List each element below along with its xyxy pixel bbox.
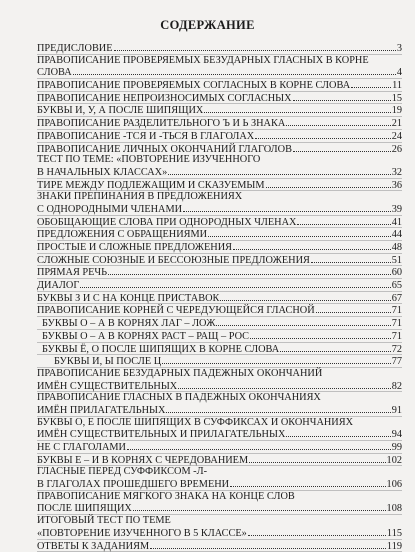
toc-entry-title: НЕ С ГЛАГОЛАМИ: [37, 442, 126, 454]
leader-dots: [73, 66, 396, 75]
toc-entry: [37, 466, 402, 478]
toc-entry-title: «ПОВТОРЕНИЕ ИЗУЧЕННОГО В 5 КЛАССЕ»: [37, 528, 247, 540]
toc-entry-page: 91: [392, 405, 402, 417]
toc-entry-page: 67: [392, 293, 402, 305]
toc-entry-title: ИМЁН ПРИЛАГАТЕЛЬНЫХ: [37, 405, 165, 417]
toc-entry: [37, 254, 402, 267]
toc-entry: [37, 154, 402, 166]
toc-entry-page: 11: [392, 80, 402, 92]
toc-entry-page: 26: [392, 144, 402, 156]
toc-entry-page: 3: [397, 43, 402, 55]
leader-dots: [216, 317, 390, 326]
leader-dots: [133, 502, 386, 511]
toc-entry-page: 71: [392, 305, 402, 317]
toc-entry: [37, 428, 402, 441]
leader-dots: [183, 203, 391, 212]
leader-dots: [233, 241, 391, 250]
toc-entry: [37, 117, 402, 130]
toc-entry-title: ПРАВОПИСАНИЕ ЛИЧНЫХ ОКОНЧАНИЙ ГЛАГОЛОВ: [37, 144, 292, 156]
toc-entry-page: 36: [392, 180, 402, 192]
toc-entry: [37, 92, 402, 105]
toc-entry: [37, 478, 402, 491]
toc-entry: [37, 330, 402, 343]
toc-entry: [37, 417, 402, 429]
toc-entry: [37, 79, 402, 92]
toc-entry-page: 65: [392, 280, 402, 292]
toc-entry-title: ПРАВОПИСАНИЕ -ТСЯ И -ТЬСЯ В ГЛАГОЛАХ: [37, 131, 254, 143]
toc-entry-title: ПРАВОПИСАНИЕ МЯГКОГО ЗНАКА НА КОНЦЕ СЛОВ: [37, 491, 295, 503]
toc-entry-title: ПРАВОПИСАНИЕ ПРОВЕРЯЕМЫХ СОГЛАСНЫХ В КОРНЕ СЛОВА: [37, 80, 350, 92]
toc-entry-title: В ГЛАГОЛАХ ПРОШЕДШЕГО ВРЕМЕНИ: [37, 479, 229, 491]
toc-entry: [37, 404, 402, 417]
toc-entry: [37, 515, 402, 527]
toc-entry-title: В НАЧАЛЬНЫХ КЛАССАХ»: [37, 167, 167, 179]
toc-entry-title: ПРАВОПИСАНИЕ БЕЗУДАРНЫХ ПАДЕЖНЫХ ОКОНЧАНИЙ: [37, 368, 322, 380]
toc-entry-page: 77: [392, 356, 402, 368]
toc-entry-title: БУКВЫ И, У, А ПОСЛЕ ШИПЯЩИХ: [37, 105, 203, 117]
leader-dots: [108, 266, 391, 275]
toc-entry-page: 115: [387, 528, 402, 540]
toc-entry-page: 71: [392, 331, 402, 343]
toc-entry: [37, 454, 402, 467]
leader-dots: [166, 404, 390, 413]
leader-dots: [266, 179, 391, 188]
toc-entry-title: ИМЁН СУЩЕСТВИТЕЛЬНЫХ: [37, 381, 177, 393]
toc-entry: [37, 304, 402, 317]
leader-dots: [311, 254, 391, 263]
toc-entry-page: 19: [392, 105, 402, 117]
leader-dots: [150, 540, 386, 549]
toc-entry-title: БУКВЫ О, Е ПОСЛЕ ШИПЯЩИХ В СУФФИКСАХ И ОКОНЧАНИЯХ: [37, 417, 353, 429]
toc-entry-title: ПРАВОПИСАНИЕ ПРОВЕРЯЕМЫХ БЕЗУДАРНЫХ ГЛАСНЫХ В КОРНЕ: [37, 55, 369, 67]
toc-entry: [37, 266, 402, 279]
leader-dots: [80, 279, 390, 288]
toc-entry-title: ДИАЛОГ: [37, 280, 79, 292]
leader-dots: [250, 330, 391, 339]
toc-entry-page: 60: [392, 267, 402, 279]
toc-entry: [37, 355, 402, 368]
toc-entry: [37, 368, 402, 380]
toc-entry: [37, 540, 402, 552]
leader-dots: [204, 104, 390, 113]
toc-entry-title: СЛОВА: [37, 67, 72, 79]
toc-entry-page: 4: [397, 67, 402, 79]
toc-entry-page: 51: [392, 255, 402, 267]
leader-dots: [293, 92, 391, 101]
toc-entry-title: БУКВЫ О – А В КОРНЯХ ЛАГ – ЛОЖ: [42, 318, 215, 330]
toc-entry-title: ГЛАСНЫЕ ПЕРЕД СУФФИКСОМ -Л-: [37, 466, 207, 478]
toc-entry-title: ОБОБЩАЮЩИЕ СЛОВА ПРИ ОДНОРОДНЫХ ЧЛЕНАХ: [37, 217, 296, 229]
toc-entry-title: БУКВЫ Е – И В КОРНЯХ С ЧЕРЕДОВАНИЕМ: [37, 455, 248, 467]
toc-entry-title: БУКВЫ О – А В КОРНЯХ РАСТ – РАЩ – РОС: [42, 331, 249, 343]
toc-entry: [37, 527, 402, 540]
toc-entry-title: БУКВЫ Ё, О ПОСЛЕ ШИПЯЩИХ В КОРНЕ СЛОВА: [42, 344, 279, 356]
toc-entry: [37, 191, 402, 203]
toc-entry-title: ЗНАКИ ПРЕПИНАНИЯ В ПРЕДЛОЖЕНИЯХ: [37, 191, 242, 203]
toc-entry-page: 39: [392, 204, 402, 216]
toc-entry-page: 94: [392, 429, 402, 441]
toc-entry-title: ПРАВОПИСАНИЕ КОРНЕЙ С ЧЕРЕДУЮЩЕЙСЯ ГЛАСНОЙ: [37, 305, 315, 317]
toc-entry-page: 99: [392, 442, 402, 454]
toc-entry: [37, 66, 402, 79]
toc-entry-title: ПРАВОПИСАНИЕ РАЗДЕЛИТЕЛЬНОГО Ъ И Ь ЗНАКА: [37, 118, 285, 130]
toc-entry-page: 32: [392, 167, 402, 179]
leader-dots: [127, 441, 391, 450]
toc-entry-title: ТЕСТ ПО ТЕМЕ: «ПОВТОРЕНИЕ ИЗУЧЕННОГО: [37, 154, 260, 166]
toc-entry: [37, 380, 402, 393]
leader-dots: [280, 343, 391, 352]
toc-entry: [37, 491, 402, 503]
toc-entry-title: ПРЕДЛОЖЕНИЯ С ОБРАЩЕНИЯМИ: [37, 229, 207, 241]
leader-dots: [230, 478, 385, 487]
toc-entry: [37, 143, 402, 155]
toc-entry-page: 44: [392, 229, 402, 241]
toc-entry: [37, 502, 402, 515]
toc-entry: [37, 228, 402, 241]
toc-entry: [37, 203, 402, 216]
toc-entry: [37, 343, 402, 356]
toc-entry: [37, 130, 402, 143]
toc-entry-page: 24: [392, 131, 402, 143]
leader-dots: [248, 527, 386, 536]
leader-dots: [162, 355, 391, 364]
leader-dots: [286, 428, 390, 437]
leader-dots: [208, 228, 391, 237]
toc-entry-title: ПРОСТЫЕ И СЛОЖНЫЕ ПРЕДЛОЖЕНИЯ: [37, 242, 232, 254]
toc-entry-page: 48: [392, 242, 402, 254]
toc-list: [37, 42, 402, 552]
leader-dots: [293, 143, 391, 152]
toc-entry-page: 21: [392, 118, 402, 130]
toc-entry-page: 82: [392, 381, 402, 393]
toc-entry: [37, 441, 402, 454]
toc-entry-page: 41: [392, 217, 402, 229]
toc-entry-page: 108: [387, 503, 402, 515]
toc-entry-title: БУКВЫ З И С НА КОНЦЕ ПРИСТАВОК: [37, 293, 219, 305]
toc-entry: [37, 55, 402, 67]
leader-dots: [178, 380, 390, 389]
toc-entry: [37, 42, 402, 55]
toc-entry: [37, 241, 402, 254]
leader-dots: [316, 304, 391, 313]
toc-entry-title: ПРАВОПИСАНИЕ ГЛАСНЫХ В ПАДЕЖНЫХ ОКОНЧАНИЯХ: [37, 392, 321, 404]
toc-entry-title: ПРЯМАЯ РЕЧЬ: [37, 267, 107, 279]
toc-entry-title: С ОДНОРОДНЫМИ ЧЛЕНАМИ: [37, 204, 182, 216]
toc-entry-page: 72: [392, 344, 402, 356]
leader-dots: [114, 42, 396, 51]
toc-entry-title: ОТВЕТЫ К ЗАДАНИЯМ: [37, 541, 149, 552]
leader-dots: [255, 130, 390, 139]
page-title: СОДЕРЖАНИЕ: [0, 18, 415, 33]
toc-entry-title: БУКВЫ И, Ы ПОСЛЕ Ц: [54, 356, 161, 368]
toc-entry-title: ИТОГОВЫЙ ТЕСТ ПО ТЕМЕ: [37, 515, 171, 527]
toc-entry-page: 106: [387, 479, 402, 491]
toc-entry-page: 15: [392, 93, 402, 105]
toc-entry: [37, 279, 402, 292]
toc-entry-page: 119: [387, 541, 402, 552]
toc-entry-page: 71: [392, 318, 402, 330]
leader-dots: [168, 166, 390, 175]
leader-dots: [351, 79, 391, 88]
toc-entry-title: ТИРЕ МЕЖДУ ПОДЛЕЖАЩИМ И СКАЗУЕМЫМ: [37, 180, 265, 192]
toc-entry-title: ИМЁН СУЩЕСТВИТЕЛЬНЫХ И ПРИЛАГАТЕЛЬНЫХ: [37, 429, 285, 441]
toc-entry: [37, 292, 402, 305]
toc-entry-page: 102: [387, 455, 402, 467]
leader-dots: [297, 216, 390, 225]
toc-entry: [37, 179, 402, 192]
toc-entry: [37, 104, 402, 117]
leader-dots: [286, 117, 390, 126]
toc-entry: [37, 317, 402, 330]
toc-entry-title: СЛОЖНЫЕ СОЮЗНЫЕ И БЕССОЮЗНЫЕ ПРЕДЛОЖЕНИЯ: [37, 255, 310, 267]
leader-dots: [220, 292, 390, 301]
toc-entry: [37, 216, 402, 229]
toc-entry-title: ПОСЛЕ ШИПЯЩИХ: [37, 503, 132, 515]
leader-dots: [249, 454, 385, 463]
toc-entry: [37, 166, 402, 179]
toc-entry: [37, 392, 402, 404]
toc-entry-title: ПРАВОПИСАНИЕ НЕПРОИЗНОСИМЫХ СОГЛАСНЫХ: [37, 93, 292, 105]
toc-entry-title: ПРЕДИСЛОВИЕ: [37, 43, 113, 55]
